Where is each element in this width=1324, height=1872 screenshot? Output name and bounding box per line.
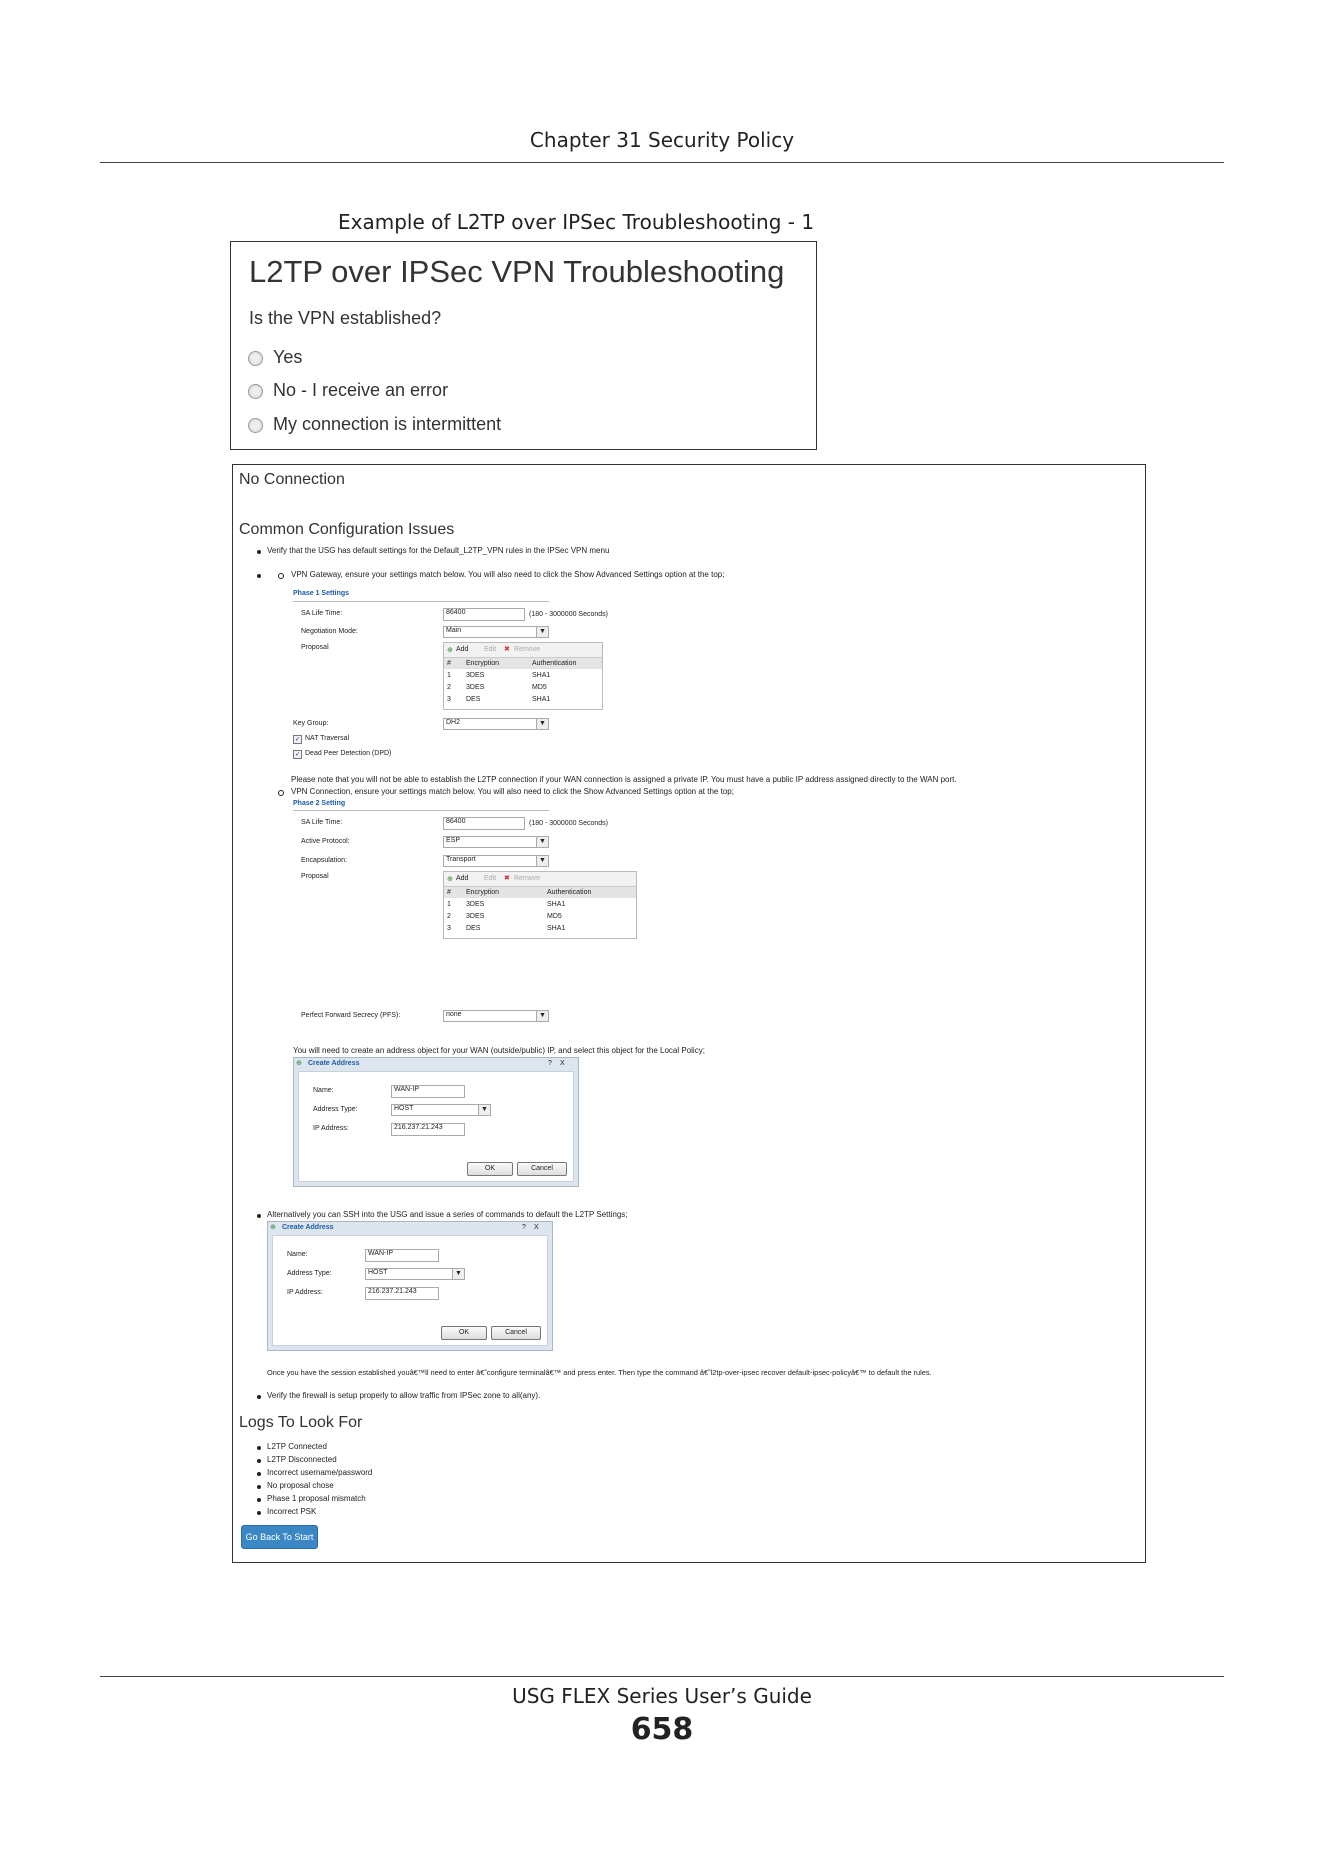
table-row[interactable] [444, 694, 602, 706]
bullet [257, 1485, 261, 1489]
phase1-sa-life-input[interactable]: 86400 [443, 608, 525, 621]
divider [293, 810, 549, 811]
address-type-label: Address Type: [287, 1270, 332, 1277]
go-back-to-start-button[interactable]: Go Back To Start [241, 1525, 318, 1549]
phase1-key-group-label: Key Group: [293, 720, 329, 727]
table-toolbar [444, 643, 602, 658]
row-encryption: 3DES [466, 901, 485, 908]
col-encryption: Encryption [466, 889, 500, 896]
selected-value: HOST [394, 1105, 414, 1112]
row-index: 1 [447, 672, 451, 679]
page-number: 658 [630, 1712, 694, 1747]
remove-button[interactable]: Remove [514, 875, 541, 882]
table-row[interactable] [444, 923, 636, 935]
row-encryption: DES [466, 696, 481, 703]
bullet [257, 550, 261, 554]
col-encryption: Encryption [466, 660, 500, 667]
help-icon[interactable]: ? [522, 1224, 526, 1231]
wizard-question: Is the VPN established? [249, 308, 442, 328]
log-item: Incorrect username/password [267, 1468, 373, 1477]
pfs-select[interactable] [443, 1010, 549, 1022]
gateway-note: VPN Gateway, ensure your settings match below. You will also need to click the Show Advanced Settings option at the top; [291, 570, 725, 579]
address-type-label: Address Type: [313, 1106, 358, 1113]
phase1-proposal-table [443, 642, 603, 710]
table-row[interactable] [444, 670, 602, 682]
selected-value: DH2 [446, 719, 461, 726]
selected-value: HOST [368, 1269, 388, 1276]
row-authentication: MD5 [532, 684, 547, 691]
dialog-icon: ⊕ [296, 1060, 302, 1067]
log-item: No proposal chose [267, 1481, 334, 1490]
row-authentication: SHA1 [547, 925, 566, 932]
row-index: 2 [447, 684, 451, 691]
bullet [257, 1446, 261, 1450]
name-input[interactable]: WAN-IP [365, 1249, 439, 1262]
phase1-heading: Phase 1 Settings [293, 590, 350, 597]
header-rule [100, 162, 1224, 163]
dialog-body [298, 1071, 574, 1182]
selected-value: Main [446, 627, 462, 634]
ip-address-label: IP Address: [287, 1289, 323, 1296]
log-item: Incorrect PSK [267, 1507, 317, 1516]
phase2-proposal-table [443, 871, 637, 939]
selected-value: ESP [446, 837, 461, 844]
add-button[interactable]: Add [456, 875, 469, 882]
nat-traversal-label: NAT Traversal [305, 735, 350, 742]
log-item: L2TP Disconnected [267, 1455, 337, 1464]
row-authentication: SHA1 [547, 901, 566, 908]
phase1-key-group-select[interactable] [443, 718, 549, 730]
ok-button[interactable]: OK [441, 1326, 487, 1340]
no-connection-panel [232, 464, 1146, 1563]
name-label: Name: [313, 1087, 334, 1094]
option-no-error-label: No - I receive an error [273, 380, 449, 400]
session-note: Once you have the session established youâ€™ll need to enter â€˜configure terminalâ€™ and press enter. Then type the command â€˜l2tp-over-ipsec recover default-ipsec-policyâ€™ to default the rules. [267, 1368, 932, 1377]
col-authentication: Authentication [532, 660, 577, 667]
phase2-protocol-select[interactable] [443, 836, 549, 848]
col-index: # [447, 889, 451, 896]
bullet [257, 1459, 261, 1463]
log-item: Phase 1 proposal mismatch [267, 1494, 366, 1503]
selected-value: none [446, 1011, 462, 1018]
radio-no-error[interactable] [248, 384, 263, 399]
no-connection-heading: No Connection [239, 471, 345, 488]
dialog-icon: ⊕ [270, 1224, 276, 1231]
row-encryption: 3DES [466, 684, 485, 691]
divider [293, 601, 549, 602]
name-input[interactable]: WAN-IP [391, 1085, 465, 1098]
col-index: # [447, 660, 451, 667]
ip-address-input[interactable]: 216.237.21.243 [391, 1123, 465, 1136]
bullet [257, 1511, 261, 1515]
phase2-proposal-label: Proposal [301, 873, 329, 880]
phase2-sa-life-range: (180 - 3000000 Seconds) [529, 820, 608, 827]
bullet [257, 574, 261, 578]
sub-bullet [278, 573, 284, 579]
help-icon[interactable]: ? [548, 1060, 552, 1067]
phase1-sa-life-range: (180 - 3000000 Seconds) [529, 611, 608, 618]
chapter-header: Chapter 31 Security Policy [529, 128, 795, 152]
table-header [444, 887, 636, 898]
phase1-negotiation-label: Negotiation Mode: [301, 628, 358, 635]
table-row[interactable] [444, 682, 602, 694]
phase2-sa-life-label: SA Life Time: [301, 819, 343, 826]
phase2-protocol-label: Active Protocol: [301, 838, 350, 845]
ip-address-input[interactable]: 216.237.21.243 [365, 1287, 439, 1300]
close-icon[interactable]: X [560, 1060, 565, 1067]
trash-icon[interactable]: ✖ [504, 875, 510, 882]
cancel-button[interactable]: Cancel [491, 1326, 541, 1340]
name-label: Name: [287, 1251, 308, 1258]
dialog-title: Create Address [308, 1060, 360, 1067]
row-encryption: 3DES [466, 672, 485, 679]
table-header [444, 658, 602, 669]
chevron-down-icon: ▼ [536, 719, 548, 729]
nat-traversal-checkbox[interactable]: ✓ [294, 736, 301, 743]
dpd-label: Dead Peer Detection (DPD) [305, 750, 392, 757]
common-issues-heading: Common Configuration Issues [239, 521, 455, 538]
radio-yes[interactable] [248, 351, 263, 366]
log-item: L2TP Connected [267, 1442, 327, 1451]
row-index: 3 [447, 925, 451, 932]
phase2-heading: Phase 2 Setting [293, 800, 346, 807]
address-type-select[interactable] [391, 1104, 491, 1116]
selected-value: Transport [446, 856, 476, 863]
footer-rule [100, 1676, 1224, 1677]
sub-bullet [278, 790, 284, 796]
logs-heading: Logs To Look For [239, 1414, 363, 1431]
chevron-down-icon: ▼ [536, 1011, 548, 1021]
chevron-down-icon: ▼ [536, 837, 548, 847]
connection-note: VPN Connection, ensure your settings match below. You will also need to click the Show Advanced Settings option at the top; [291, 787, 734, 796]
address-type-select[interactable] [365, 1268, 465, 1280]
footer-guide-title: USG FLEX Series User’s Guide [512, 1684, 812, 1708]
phase2-sa-life-input[interactable]: 86400 [443, 817, 525, 830]
trash-icon[interactable]: ✖ [504, 646, 510, 653]
add-icon[interactable]: ⊕ [447, 647, 453, 654]
phase2-encapsulation-select[interactable] [443, 855, 549, 867]
wizard-title: L2TP over IPSec VPN Troubleshooting [249, 254, 785, 289]
address-object-note: You will need to create an address object for your WAN (outside/public) IP, and select this object for the Local Policy; [293, 1046, 705, 1055]
ssh-note: Alternatively you can SSH into the USG and issue a series of commands to default the L2TP Settings; [267, 1210, 628, 1219]
row-index: 2 [447, 913, 451, 920]
chevron-down-icon: ▼ [536, 627, 548, 637]
phase1-sa-life-label: SA Life Time: [301, 610, 343, 617]
default-rules-note: Verify that the USG has default settings for the Default_L2TP_VPN rules in the IPSec VPN menu [267, 546, 610, 555]
ok-button[interactable]: OK [467, 1162, 513, 1176]
firewall-note: Verify the firewall is setup properly to allow traffic from IPSec zone to all(any). [267, 1391, 541, 1400]
bullet [257, 1472, 261, 1476]
private-ip-note: Please note that you will not be able to establish the L2TP connection if your WAN connection is assigned a private IP. You must have a public IP address assigned directly to the WAN port. [291, 775, 957, 784]
add-button[interactable]: Add [456, 646, 469, 653]
table-row[interactable] [444, 899, 636, 911]
option-yes-label: Yes [273, 347, 303, 367]
troubleshooting-wizard-panel [230, 241, 817, 450]
figure-caption: Example of L2TP over IPSec Troubleshooting - 1 [338, 210, 815, 234]
row-authentication: MD5 [547, 913, 562, 920]
phase1-proposal-label: Proposal [301, 644, 329, 651]
chevron-down-icon: ▼ [536, 856, 548, 866]
radio-intermittent[interactable] [248, 418, 263, 433]
pfs-label: Perfect Forward Secrecy (PFS): [301, 1012, 401, 1019]
edit-button[interactable]: Edit [484, 875, 497, 882]
table-toolbar [444, 872, 636, 887]
row-authentication: SHA1 [532, 672, 551, 679]
row-encryption: 3DES [466, 913, 485, 920]
phase2-encapsulation-label: Encapsulation: [301, 857, 347, 864]
create-address-dialog [293, 1057, 579, 1187]
option-intermittent-label: My connection is intermittent [273, 414, 502, 434]
phase1-negotiation-select[interactable] [443, 626, 549, 638]
row-encryption: DES [466, 925, 481, 932]
row-index: 1 [447, 901, 451, 908]
edit-button[interactable]: Edit [484, 646, 497, 653]
chevron-down-icon: ▼ [478, 1105, 490, 1115]
table-row[interactable] [444, 911, 636, 923]
bullet [257, 1214, 261, 1218]
cancel-button[interactable]: Cancel [517, 1162, 567, 1176]
dialog-body [272, 1235, 548, 1346]
bullet [257, 1395, 261, 1399]
chevron-down-icon: ▼ [452, 1269, 464, 1279]
row-authentication: SHA1 [532, 696, 551, 703]
ip-address-label: IP Address: [313, 1125, 349, 1132]
remove-button[interactable]: Remove [514, 646, 541, 653]
row-index: 3 [447, 696, 451, 703]
col-authentication: Authentication [547, 889, 592, 896]
bullet [257, 1498, 261, 1502]
dpd-checkbox[interactable]: ✓ [294, 751, 301, 758]
dialog-title: Create Address [282, 1224, 334, 1231]
add-icon[interactable]: ⊕ [447, 876, 453, 883]
close-icon[interactable]: X [534, 1224, 539, 1231]
create-address-dialog [267, 1221, 553, 1351]
